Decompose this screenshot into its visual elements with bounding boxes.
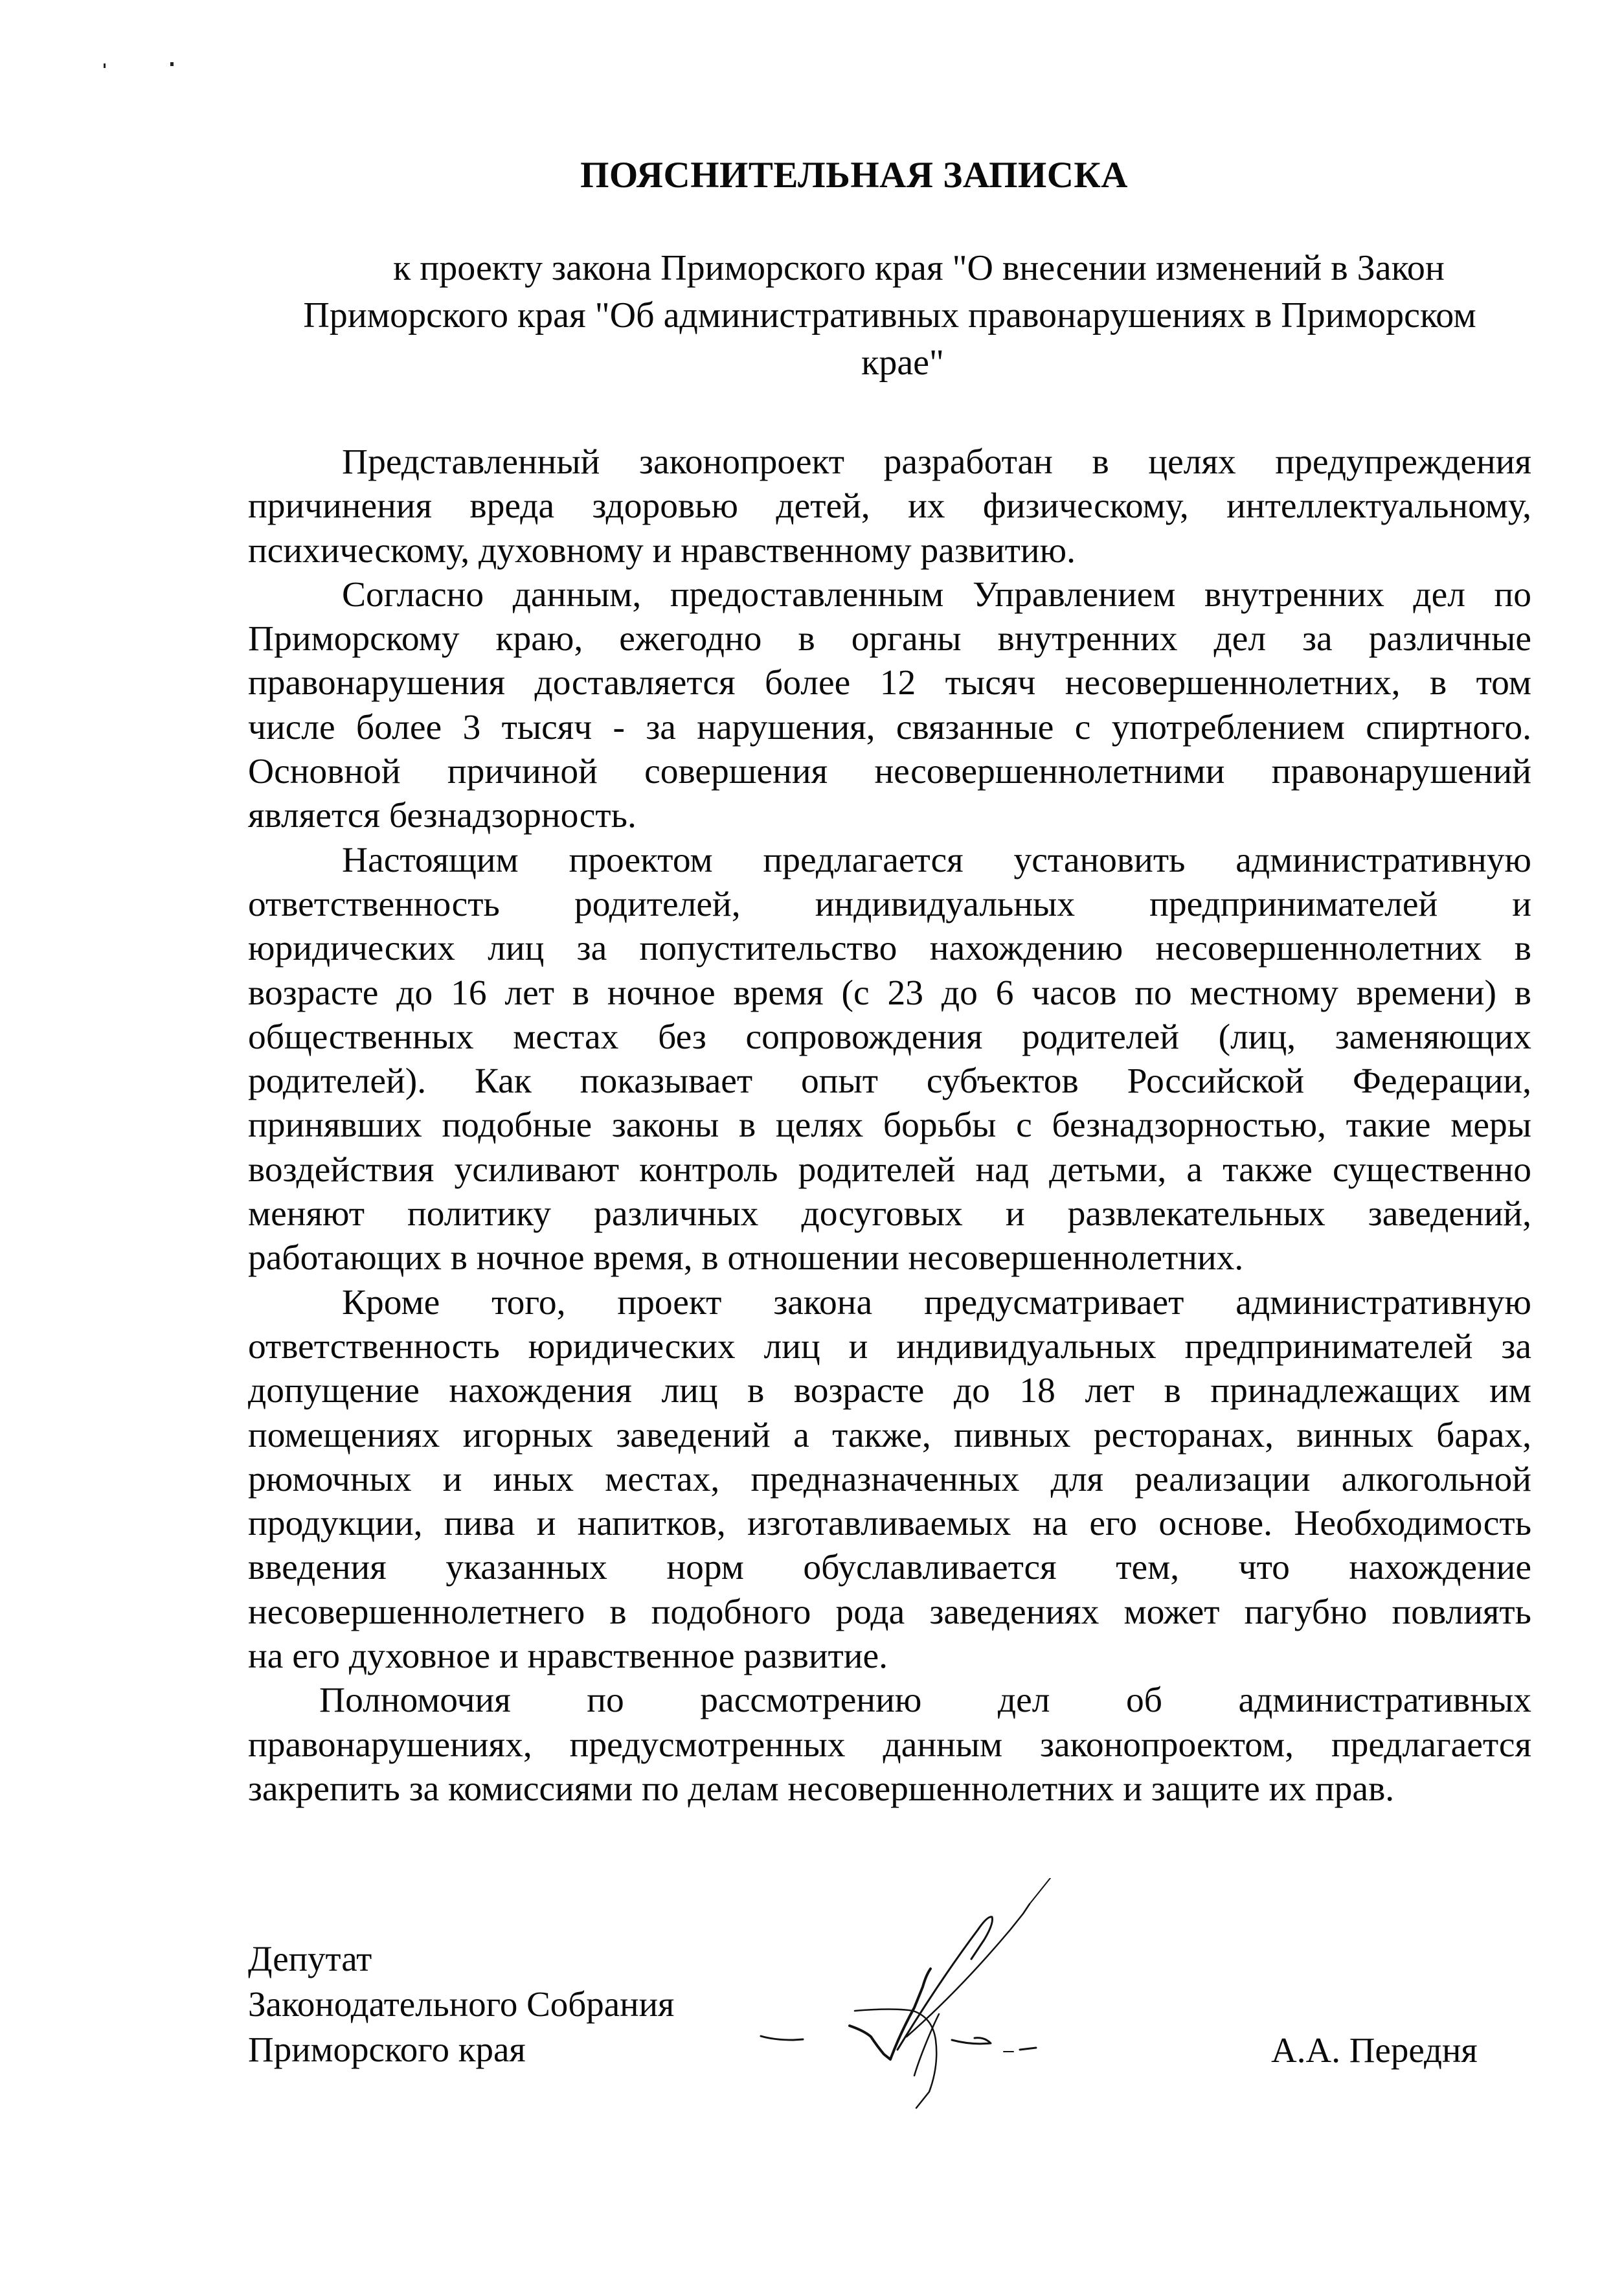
text-line: на его духовное и нравственное развитие.: [248, 1637, 888, 1677]
text-line: правонарушения доставляется более 12 тысяч несовершеннолетних, в том: [248, 663, 1531, 703]
text-line: Основной причиной совершения несовершеннолетними правонарушений: [248, 752, 1531, 792]
text-line: Настоящим проектом предлагается установить административную: [342, 840, 1531, 880]
text-line: меняют политику различных досуговых и развлекательных заведений,: [248, 1194, 1531, 1234]
paragraph-3: [248, 839, 1531, 1281]
subtitle-line: к проекту закона Приморского края "О внесении изменений в Закон: [393, 248, 1445, 288]
paragraph-1: [248, 440, 1531, 573]
text-line: ответственность юридических лиц и индивидуальных предпринимателей за: [248, 1326, 1531, 1366]
text-line: воздействия усиливают контроль родителей над детьми, а также существенно: [248, 1150, 1531, 1190]
document-title: ПОЯСНИТЕЛЬНАЯ ЗАПИСКА: [580, 155, 1128, 196]
signatory-position-line: Депутат: [248, 1939, 372, 1978]
text-line: несовершеннолетнего в подобного рода заведениях может пагубно повлиять: [248, 1592, 1531, 1632]
signer-name: А.А. Передня: [1271, 2030, 1478, 2070]
text-line: юридических лиц за попустительство нахождению несовершеннолетних в: [248, 929, 1531, 969]
paragraph-2: [248, 573, 1531, 839]
signatory-position-line: Приморского края: [248, 2030, 526, 2069]
text-line: Полномочия по рассмотрению дел об административных: [319, 1681, 1531, 1721]
text-line: Кроме того, проект закона предусматривает административную: [342, 1282, 1531, 1322]
text-line: возрасте до 16 лет в ночное время (с 23 до 6 часов по местному времени) в: [248, 973, 1531, 1013]
text-line: работающих в ночное время, в отношении несовершеннолетних.: [248, 1238, 1244, 1278]
text-line: числе более 3 тысяч - за нарушения, связанные с употреблением спиртного.: [248, 707, 1531, 747]
text-line: психическому, духовному и нравственному развитию.: [248, 530, 1076, 571]
text-line: Приморскому краю, ежегодно в органы внутренних дел за различные: [248, 619, 1531, 659]
text-line: принявших подобные законы в целях борьбы с безнадзорностью, такие меры: [248, 1105, 1531, 1146]
text-line: продукции, пива и напитков, изготавливаемых на его основе. Необходимость: [248, 1504, 1531, 1544]
text-line: помещениях игорных заведений а также, пивных ресторанах, винных барах,: [248, 1415, 1531, 1455]
subtitle-line: Приморского края "Об административных правонарушениях в Приморском: [303, 295, 1476, 335]
scan-speck: [170, 62, 174, 66]
paragraph-4: [248, 1281, 1531, 1679]
scan-speck: [104, 63, 106, 68]
paragraph-5: [248, 1679, 1531, 1811]
document-subtitle: [248, 245, 1531, 387]
text-line: общественных местах без сопровождения родителей (лиц, заменяющих: [248, 1017, 1531, 1057]
signatory-position: [248, 1936, 674, 2072]
text-line: Представленный законопроект разработан в целях предупреждения: [342, 442, 1531, 482]
text-line: введения указанных норм обуславливается тем, что нахождение: [248, 1548, 1531, 1588]
text-line: является безнадзорность.: [248, 796, 637, 836]
text-line: Согласно данным, предоставленным Управлением внутренних дел по: [342, 574, 1531, 615]
subtitle-line: крае": [861, 343, 944, 383]
text-line: причинения вреда здоровью детей, их физическому, интеллектуальному,: [248, 486, 1531, 527]
text-line: закрепить за комиссиями по делам несовершеннолетних и защите их прав.: [248, 1769, 1395, 1809]
text-line: правонарушениях, предусмотренных данным законопроектом, предлагается: [248, 1725, 1531, 1765]
document-body: [248, 440, 1531, 1811]
handwritten-signature-icon: [745, 1878, 1198, 2176]
text-line: допущение нахождения лиц в возрасте до 18 лет в принадлежащих им: [248, 1371, 1531, 1411]
text-line: рюмочных и иных местах, предназначенных для реализации алкогольной: [248, 1459, 1531, 1499]
text-line: ответственность родителей, индивидуальных предпринимателей и: [248, 884, 1531, 924]
text-line: родителей). Как показывает опыт субъектов Российской Федерации,: [248, 1061, 1531, 1102]
signatory-position-line: Законодательного Собрания: [248, 1984, 675, 2024]
